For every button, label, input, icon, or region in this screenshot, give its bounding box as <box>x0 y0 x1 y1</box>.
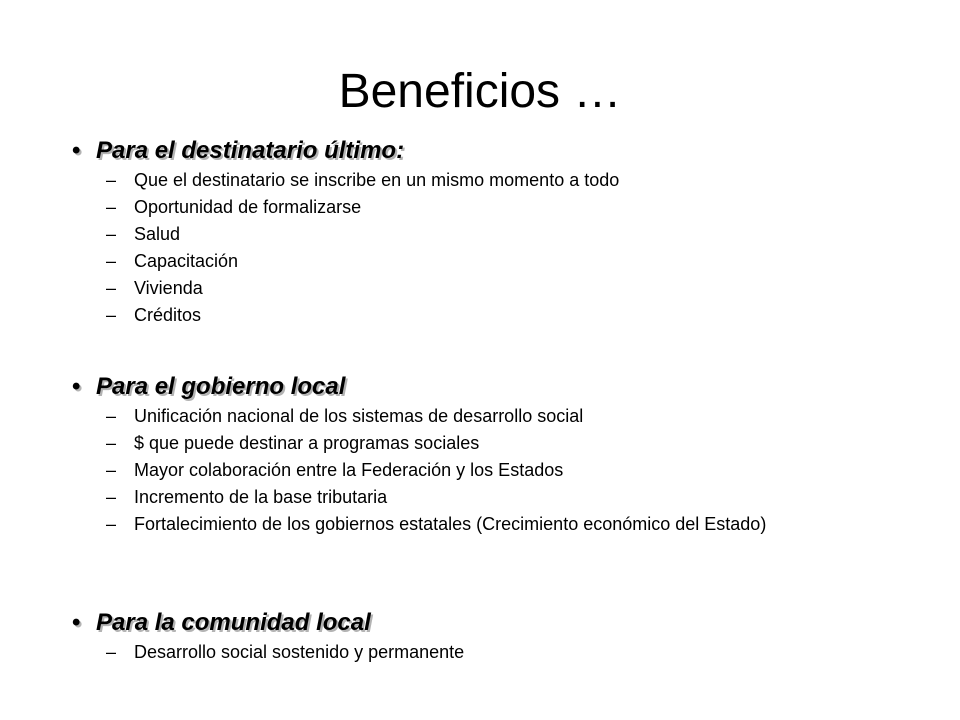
dash-icon: – <box>106 170 117 190</box>
list-item: – Unificación nacional de los sistemas de desarrollo social <box>106 406 584 426</box>
benefit-list <box>72 406 902 535</box>
dash-icon: – <box>106 642 117 662</box>
list-item: – Desarrollo social sostenido y permanente <box>106 642 465 662</box>
bullet-icon: • <box>72 609 81 636</box>
dash-icon: – <box>106 278 117 298</box>
list-item: – Oportunidad de formalizarse <box>106 197 362 217</box>
section-heading <box>72 608 902 638</box>
bullet-icon: • <box>72 137 81 164</box>
dash-icon: – <box>106 514 117 534</box>
dash-icon: – <box>106 224 117 244</box>
list-item: – Que el destinatario se inscribe en un mismo momento a todo <box>106 170 620 190</box>
list-item: – Créditos <box>106 305 202 325</box>
dash-icon: – <box>106 406 117 426</box>
section-destinatario <box>72 136 902 332</box>
section-heading-text: Para el gobierno local <box>96 373 346 400</box>
slide-title: Beneficios … <box>338 65 622 118</box>
dash-icon: – <box>106 197 117 217</box>
list-item: – Incremento de la base tributaria <box>106 487 388 507</box>
list-item: – Fortalecimiento de los gobiernos estatales (Crecimiento económico del Estado) <box>106 514 767 534</box>
list-item: – Salud <box>106 224 181 244</box>
section-heading <box>72 136 902 166</box>
section-heading-text: Para la comunidad local <box>96 609 371 636</box>
list-item: – Vivienda <box>106 278 203 298</box>
list-item: – $ que puede destinar a programas sociales <box>106 433 480 453</box>
bullet-icon: • <box>72 373 81 400</box>
section-heading-text: Para el destinatario último: <box>96 137 405 164</box>
section-comunidad <box>72 608 902 669</box>
dash-icon: – <box>106 251 117 271</box>
benefit-list <box>72 170 902 326</box>
dash-icon: – <box>106 305 117 325</box>
dash-icon: – <box>106 487 117 507</box>
section-heading <box>72 372 902 402</box>
section-gobierno <box>72 372 902 541</box>
dash-icon: – <box>106 433 117 453</box>
dash-icon: – <box>106 460 117 480</box>
list-item: – Capacitación <box>106 251 239 271</box>
benefit-list <box>72 642 902 663</box>
list-item: – Mayor colaboración entre la Federación y los Estados <box>106 460 564 480</box>
